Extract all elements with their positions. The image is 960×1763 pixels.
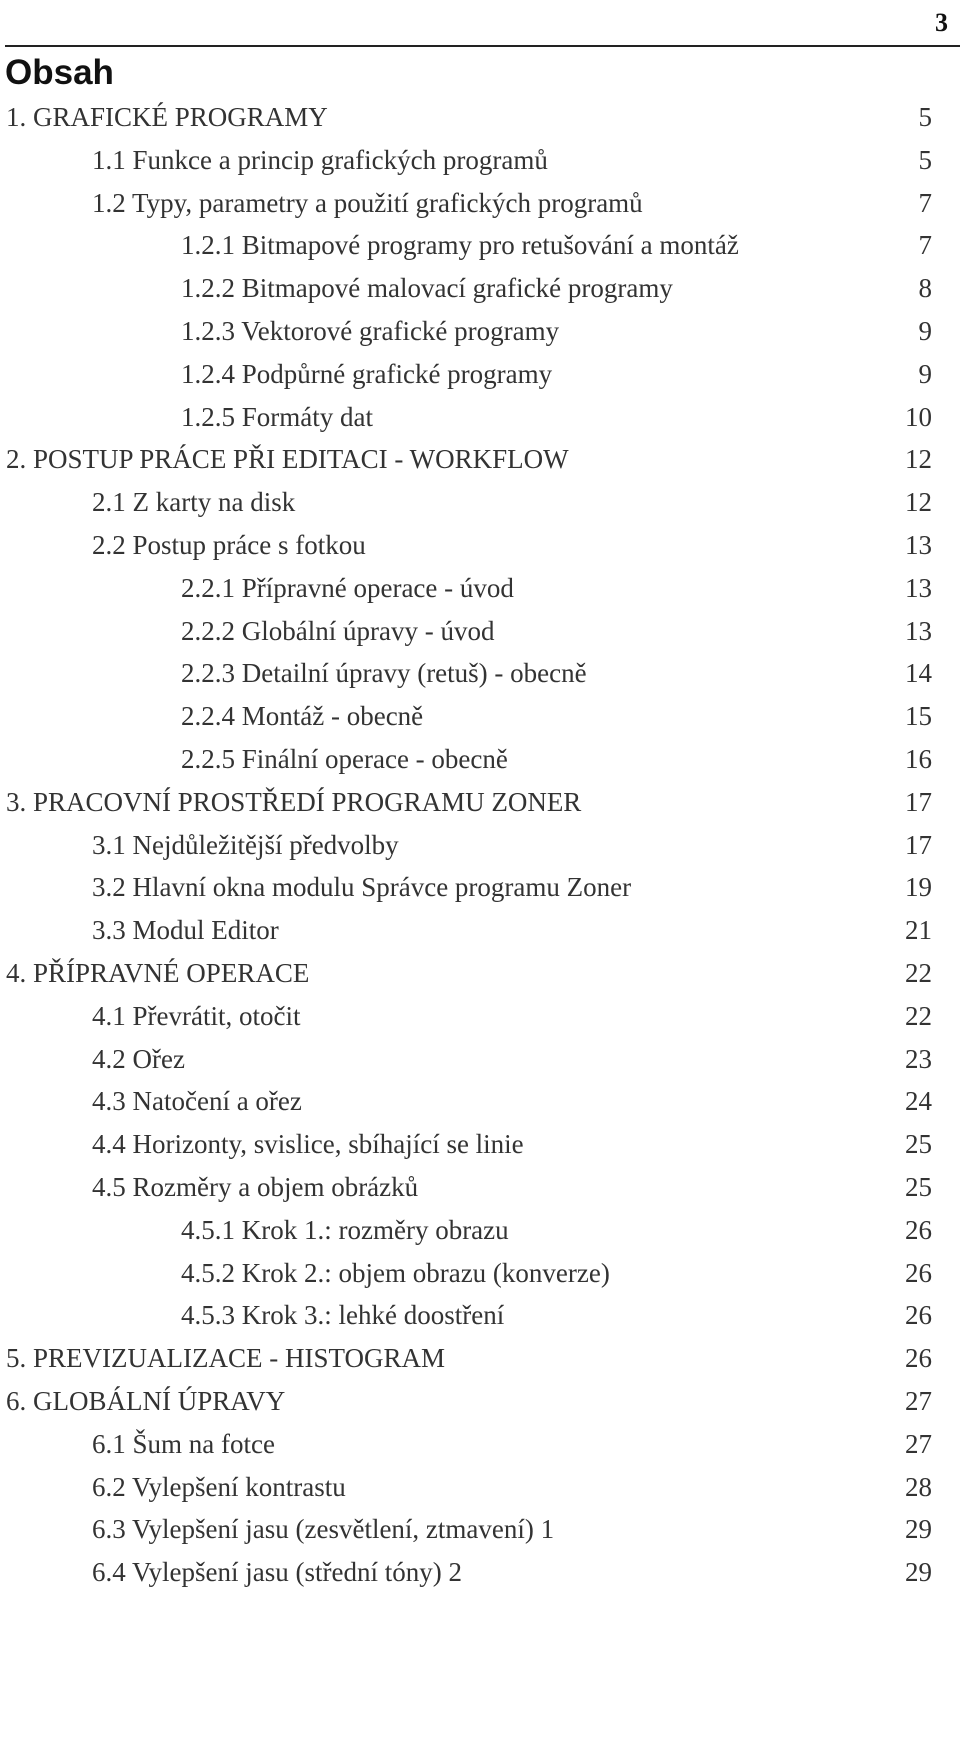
table-of-contents [0,96,960,1594]
toc-entry-label: 4.2 Ořez [92,1043,185,1074]
toc-entry-page: 26 [905,1257,932,1288]
toc-entry-label: 3.2 Hlavní okna modulu Správce programu Zoner [92,872,632,903]
toc-entry-page: 7 [918,230,932,261]
toc-entry[interactable] [0,824,960,867]
toc-entry-label: 4.4 Horizonty, svislice, sbíhající se linie [92,1129,524,1160]
toc-entry-page: 19 [905,872,932,903]
toc-entry-label: 6.3 Vylepšení jasu (zesvětlení, ztmavení) 1 [92,1514,555,1545]
toc-entry[interactable] [0,139,960,182]
toc-entry-label: 1.2.5 Formáty dat [181,401,373,432]
toc-entry-page: 26 [905,1343,932,1374]
toc-entry-label: 3. PRACOVNÍ PROSTŘEDÍ PROGRAMU ZONER [6,786,582,817]
toc-entry-label: 2.2.1 Přípravné operace - úvod [181,572,514,603]
toc-entry[interactable] [0,1337,960,1380]
toc-entry-label: 2.2.5 Finální operace - obecně [181,743,508,774]
toc-entry-label: 4.5.2 Krok 2.: objem obrazu (konverze) [181,1257,610,1288]
toc-entry-label: 6.2 Vylepšení kontrastu [92,1471,346,1502]
toc-entry-page: 7 [918,187,932,218]
toc-entry-label: 4.1 Převrátit, otočit [92,1000,301,1031]
toc-entry[interactable] [0,224,960,267]
toc-entry-label: 1.2.2 Bitmapové malovací grafické programy [181,273,673,304]
toc-entry-page: 14 [905,658,932,689]
toc-entry-page: 29 [905,1514,932,1545]
toc-entry-label: 1.2.4 Podpůrné grafické programy [181,358,553,389]
toc-entry-page: 27 [905,1385,932,1416]
toc-entry[interactable] [0,567,960,610]
toc-entry[interactable] [0,96,960,139]
toc-entry[interactable] [0,310,960,353]
toc-entry-page: 13 [905,615,932,646]
toc-entry[interactable] [0,866,960,909]
page-number: 3 [935,8,948,37]
toc-entry-label: 6.1 Šum na fotce [92,1428,275,1459]
toc-entry-page: 25 [905,1129,932,1160]
toc-entry-page: 26 [905,1300,932,1331]
toc-entry-label: 1.2.1 Bitmapové programy pro retušování a montáž [181,230,739,261]
toc-entry-page: 17 [905,829,932,860]
toc-entry-label: 5. PREVIZUALIZACE - HISTOGRAM [6,1343,445,1374]
toc-entry[interactable] [0,1209,960,1252]
toc-entry-page: 9 [918,315,932,346]
toc-entry-page: 23 [905,1043,932,1074]
toc-entry-label: 2.2.3 Detailní úpravy (retuš) - obecně [181,658,587,689]
toc-entry[interactable] [0,1466,960,1509]
toc-entry-page: 10 [905,401,932,432]
toc-entry[interactable] [0,1080,960,1123]
toc-entry-label: 4.5 Rozměry a objem obrázků [92,1171,419,1202]
toc-entry-label: 2.2.2 Globální úpravy - úvod [181,615,495,646]
toc-entry[interactable] [0,610,960,653]
toc-entry[interactable] [0,1380,960,1423]
toc-entry-page: 16 [905,743,932,774]
toc-entry-label: 6. GLOBÁLNÍ ÚPRAVY [6,1385,286,1416]
toc-entry[interactable] [0,995,960,1038]
toc-entry-label: 1.1 Funkce a princip grafických programů [92,144,548,175]
toc-entry[interactable] [0,438,960,481]
toc-entry-label: 2. POSTUP PRÁCE PŘI EDITACI - WORKFLOW [6,444,569,475]
toc-entry[interactable] [0,952,960,995]
toc-entry[interactable] [0,652,960,695]
toc-entry[interactable] [0,1123,960,1166]
toc-entry-label: 2.1 Z karty na disk [92,487,296,518]
toc-entry-label: 4. PŘÍPRAVNÉ OPERACE [6,957,310,988]
toc-entry[interactable] [0,1252,960,1295]
toc-entry[interactable] [0,1294,960,1337]
toc-entry-page: 29 [905,1557,932,1588]
toc-entry-page: 26 [905,1214,932,1245]
toc-entry-label: 1.2 Typy, parametry a použití grafických programů [92,187,643,218]
toc-entry[interactable] [0,353,960,396]
toc-entry-label: 3.1 Nejdůležitější předvolby [92,829,399,860]
toc-entry-label: 4.5.1 Krok 1.: rozměry obrazu [181,1214,509,1245]
toc-entry-label: 4.3 Natočení a ořez [92,1086,302,1117]
toc-entry-page: 22 [905,957,932,988]
toc-entry-label: 4.5.3 Krok 3.: lehké doostření [181,1300,505,1331]
toc-entry-page: 25 [905,1171,932,1202]
toc-entry-page: 15 [905,701,932,732]
toc-entry[interactable] [0,396,960,439]
toc-entry[interactable] [0,695,960,738]
header-rule [5,45,960,47]
toc-entry[interactable] [0,1551,960,1594]
toc-entry-page: 12 [905,444,932,475]
toc-entry-page: 22 [905,1000,932,1031]
toc-entry[interactable] [0,909,960,952]
toc-entry-page: 21 [905,915,932,946]
toc-entry[interactable] [0,1508,960,1551]
toc-entry-label: 1.2.3 Vektorové grafické programy [181,315,560,346]
toc-entry-page: 13 [905,529,932,560]
toc-entry-page: 5 [918,144,932,175]
toc-entry[interactable] [0,738,960,781]
toc-entry-label: 6.4 Vylepšení jasu (střední tóny) 2 [92,1557,462,1588]
toc-entry-page: 12 [905,487,932,518]
toc-entry-page: 27 [905,1428,932,1459]
toc-entry-label: 1. GRAFICKÉ PROGRAMY [6,102,328,132]
toc-entry[interactable] [0,524,960,567]
toc-entry-page: 13 [905,572,932,603]
toc-entry-page: 17 [905,786,932,817]
toc-entry-page: 5 [918,102,932,132]
toc-title: Obsah [5,53,114,92]
toc-entry[interactable] [0,267,960,310]
toc-entry-page: 24 [905,1086,932,1117]
toc-entry-label: 3.3 Modul Editor [92,915,279,946]
toc-entry-label: 2.2.4 Montáž - obecně [181,701,424,732]
toc-entry-page: 28 [905,1471,932,1502]
toc-entry[interactable] [0,481,960,524]
toc-entry-page: 9 [918,358,932,389]
toc-entry-page: 8 [918,273,932,304]
toc-entry-label: 2.2 Postup práce s fotkou [92,529,366,560]
toc-entry[interactable] [0,182,960,225]
toc-entry[interactable] [0,1423,960,1466]
toc-entry[interactable] [0,1038,960,1081]
toc-entry[interactable] [0,781,960,824]
toc-entry[interactable] [0,1166,960,1209]
